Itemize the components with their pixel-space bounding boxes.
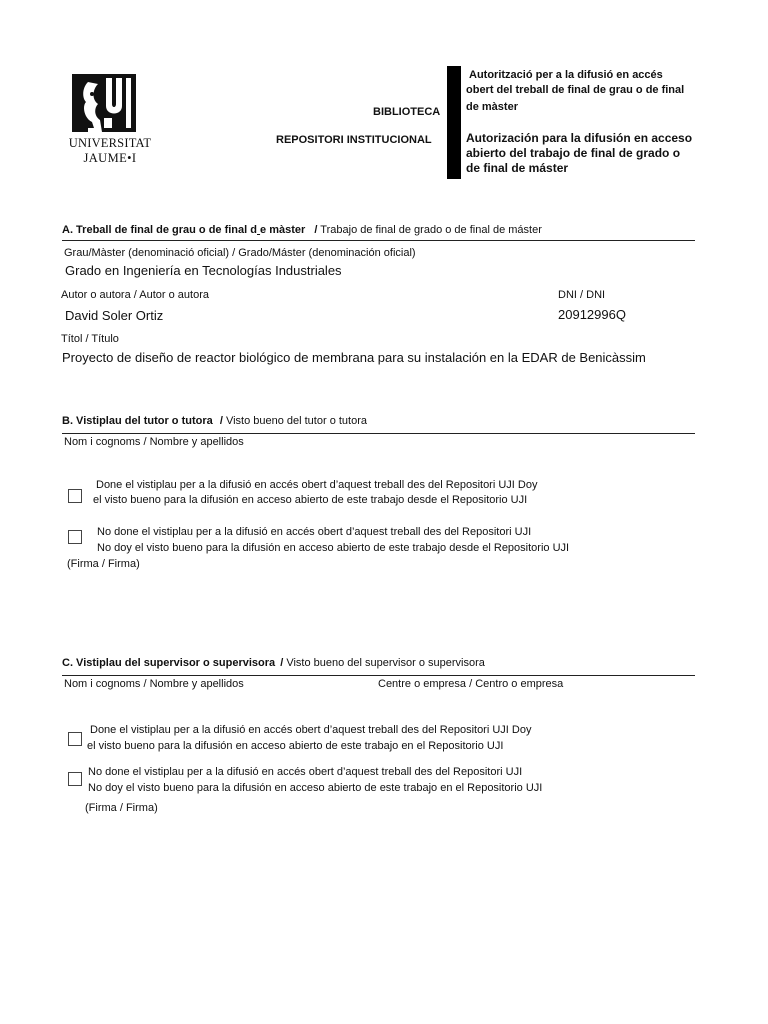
university-name [60,136,160,166]
title-ca-line: Autorització per a la difusió en accés [469,69,663,81]
supervisor-approve-label-ca: Done el vistiplau per a la difusió en accés obert d’aquest treball des del Repositori UJI Doy [90,724,532,736]
dni-value: 20912996Q [558,307,626,322]
logo-line-1: UNIVERSITAT [68,136,152,150]
header-divider-bar [447,66,461,179]
section-a-heading: A. Treball de final de grau o de final d e màster / Trabajo de final de grado o de final de máster [62,224,542,236]
dni-label: DNI / DNI [558,289,606,301]
title-value: Proyecto de diseño de reactor biológico de membrana para su instalación en la EDAR de Benicàssim [62,350,646,365]
repository-label: REPOSITORI INSTITUCIONAL [276,134,432,146]
company-label: Centre o empresa / Centro o empresa [378,678,564,690]
title-ca-line: obert del treball de final de grau o de final [466,84,685,96]
tutor-signature-label: (Firma / Firma) [67,558,140,570]
section-c-rule [62,675,695,676]
supervisor-approve-label-es: el visto bueno para la difusión en acceso abierto de este trabajo en el Repositorio UJI [87,740,504,752]
section-b-heading: B. Vistiplau del tutor o tutora / Visto bueno del tutor o tutora [62,415,367,427]
degree-label: Grau/Màster (denominació oficial) / Grado/Máster (denominación oficial) [64,247,416,259]
title-es-line: abierto del trabajo de final de grado o [466,146,681,160]
title-es-line: Autorización para la difusión en acceso [466,131,693,145]
supervisor-deny-label-ca: No done el vistiplau per a la difusió en accés obert d’aquest treball des del Repositori UJI [88,766,523,778]
tutor-deny-checkbox[interactable] [68,530,82,544]
title-ca-line: de màster [466,101,518,113]
tutor-deny-label-es: No doy el visto bueno para la difusión en acceso abierto de este trabajo desde el Repositorio UJI [97,542,570,554]
degree-value: Grado en Ingeniería en Tecnologías Industriales [65,263,342,278]
uji-logo-icon [72,74,136,132]
section-c-heading: C. Vistiplau del supervisor o supervisora / Visto bueno del supervisor o supervisora [62,657,485,669]
author-value: David Soler Ortiz [65,308,164,323]
supervisor-deny-checkbox[interactable] [68,772,82,786]
tutor-approve-label-es: el visto bueno para la difusión en acceso abierto de este trabajo desde el Repositorio UJI [93,494,528,506]
title-label: Títol / Título [61,333,119,345]
tutor-approve-label-ca: Done el vistiplau per a la difusió en accés obert d’aquest treball des del Repositori UJI Doy [96,479,538,491]
logo-line-2: JAUME•I [83,151,137,165]
library-label: BIBLIOTECA [373,106,441,118]
supervisor-signature-label: (Firma / Firma) [85,802,158,814]
tutor-deny-label-ca: No done el vistiplau per a la difusió en accés obert d’aquest treball des del Repositori UJI [97,526,532,538]
author-label: Autor o autora / Autor o autora [61,289,209,301]
title-es-line: de final de máster [466,161,569,175]
section-a-rule [62,240,695,241]
tutor-name-label: Nom i cognoms / Nombre y apellidos [64,436,244,448]
section-b-rule [62,433,695,434]
supervisor-name-label: Nom i cognoms / Nombre y apellidos [64,678,244,690]
supervisor-deny-label-es: No doy el visto bueno para la difusión en acceso abierto de este trabajo en el Repositorio UJI [88,782,543,794]
tutor-approve-checkbox[interactable] [68,489,82,503]
supervisor-approve-checkbox[interactable] [68,732,82,746]
